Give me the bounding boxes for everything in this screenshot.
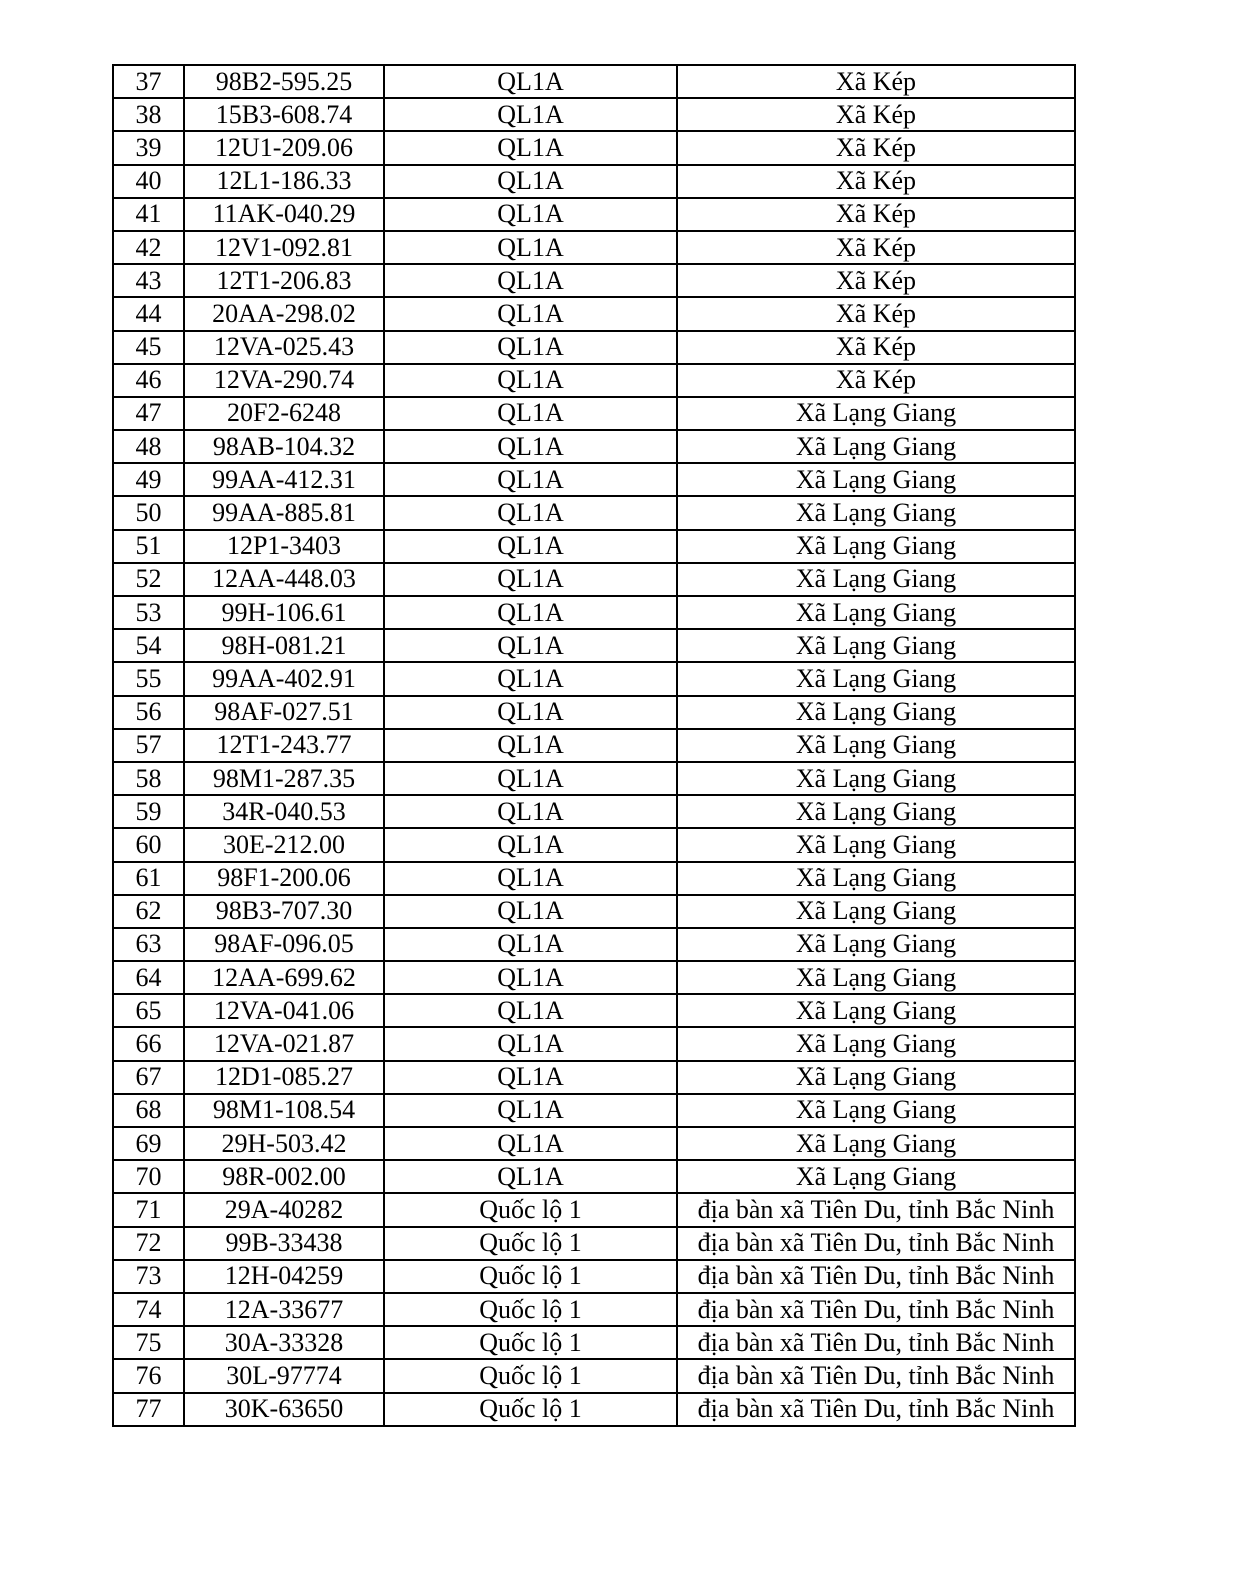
road-cell: QL1A	[384, 98, 677, 131]
row-number-cell: 58	[113, 762, 184, 795]
table-row	[113, 65, 1075, 98]
table-row	[113, 828, 1075, 861]
table-row	[113, 994, 1075, 1027]
license-plate-cell: 20F2-6248	[184, 397, 384, 430]
location-cell: Xã Lạng Giang	[677, 696, 1075, 729]
road-cell: Quốc lộ 1	[384, 1193, 677, 1226]
row-number-cell: 53	[113, 596, 184, 629]
road-cell: QL1A	[384, 994, 677, 1027]
license-plate-cell: 30E-212.00	[184, 828, 384, 861]
road-cell: QL1A	[384, 1127, 677, 1160]
road-cell: QL1A	[384, 1061, 677, 1094]
license-plate-cell: 12L1-186.33	[184, 165, 384, 198]
row-number-cell: 51	[113, 530, 184, 563]
location-cell: Xã Lạng Giang	[677, 928, 1075, 961]
road-cell: QL1A	[384, 430, 677, 463]
row-number-cell: 59	[113, 795, 184, 828]
table-row	[113, 463, 1075, 496]
license-plate-cell: 98AB-104.32	[184, 430, 384, 463]
row-number-cell: 39	[113, 131, 184, 164]
location-cell: Xã Lạng Giang	[677, 563, 1075, 596]
location-cell: địa bàn xã Tiên Du, tỉnh Bắc Ninh	[677, 1293, 1075, 1326]
table-row	[113, 231, 1075, 264]
location-cell: Xã Lạng Giang	[677, 1061, 1075, 1094]
row-number-cell: 45	[113, 331, 184, 364]
license-plate-cell: 29A-40282	[184, 1193, 384, 1226]
table-row	[113, 1293, 1075, 1326]
license-plate-cell: 12AA-699.62	[184, 961, 384, 994]
road-cell: Quốc lộ 1	[384, 1260, 677, 1293]
license-plate-cell: 99AA-402.91	[184, 662, 384, 695]
road-cell: Quốc lộ 1	[384, 1326, 677, 1359]
row-number-cell: 63	[113, 928, 184, 961]
row-number-cell: 43	[113, 264, 184, 297]
license-plate-cell: 98B3-707.30	[184, 895, 384, 928]
road-cell: QL1A	[384, 895, 677, 928]
road-cell: QL1A	[384, 530, 677, 563]
location-cell: địa bàn xã Tiên Du, tỉnh Bắc Ninh	[677, 1227, 1075, 1260]
table-row	[113, 198, 1075, 231]
table-row	[113, 795, 1075, 828]
road-cell: QL1A	[384, 662, 677, 695]
road-cell: QL1A	[384, 198, 677, 231]
location-cell: Xã Kép	[677, 65, 1075, 98]
row-number-cell: 46	[113, 364, 184, 397]
license-plate-cell: 12D1-085.27	[184, 1061, 384, 1094]
road-cell: QL1A	[384, 231, 677, 264]
license-plate-cell: 12T1-206.83	[184, 264, 384, 297]
license-plate-cell: 12H-04259	[184, 1260, 384, 1293]
table-row	[113, 596, 1075, 629]
location-cell: Xã Kép	[677, 364, 1075, 397]
row-number-cell: 61	[113, 862, 184, 895]
road-cell: QL1A	[384, 297, 677, 330]
license-plate-cell: 30L-97774	[184, 1359, 384, 1392]
row-number-cell: 56	[113, 696, 184, 729]
table-row	[113, 563, 1075, 596]
location-cell: địa bàn xã Tiên Du, tỉnh Bắc Ninh	[677, 1326, 1075, 1359]
row-number-cell: 42	[113, 231, 184, 264]
license-plate-cell: 12U1-209.06	[184, 131, 384, 164]
license-plate-cell: 98M1-108.54	[184, 1094, 384, 1127]
row-number-cell: 72	[113, 1227, 184, 1260]
row-number-cell: 62	[113, 895, 184, 928]
location-cell: Xã Lạng Giang	[677, 1027, 1075, 1060]
table-row	[113, 1260, 1075, 1293]
location-cell: Xã Kép	[677, 131, 1075, 164]
table-row	[113, 1359, 1075, 1392]
location-cell: Xã Lạng Giang	[677, 828, 1075, 861]
license-plate-cell: 12VA-290.74	[184, 364, 384, 397]
license-plate-cell: 12VA-021.87	[184, 1027, 384, 1060]
table-row	[113, 961, 1075, 994]
row-number-cell: 47	[113, 397, 184, 430]
row-number-cell: 38	[113, 98, 184, 131]
table-row	[113, 530, 1075, 563]
table-row	[113, 1227, 1075, 1260]
road-cell: QL1A	[384, 862, 677, 895]
row-number-cell: 52	[113, 563, 184, 596]
license-plate-cell: 98R-002.00	[184, 1160, 384, 1193]
license-plate-cell: 12V1-092.81	[184, 231, 384, 264]
table-row	[113, 1027, 1075, 1060]
table-row	[113, 729, 1075, 762]
location-cell: Xã Lạng Giang	[677, 397, 1075, 430]
road-cell: QL1A	[384, 828, 677, 861]
license-plate-cell: 12A-33677	[184, 1293, 384, 1326]
location-cell: Xã Lạng Giang	[677, 862, 1075, 895]
row-number-cell: 49	[113, 463, 184, 496]
location-cell: Xã Lạng Giang	[677, 729, 1075, 762]
row-number-cell: 69	[113, 1127, 184, 1160]
table-row	[113, 331, 1075, 364]
license-plate-cell: 12VA-041.06	[184, 994, 384, 1027]
road-cell: QL1A	[384, 928, 677, 961]
road-cell: QL1A	[384, 131, 677, 164]
row-number-cell: 76	[113, 1359, 184, 1392]
road-cell: QL1A	[384, 1160, 677, 1193]
license-plate-cell: 15B3-608.74	[184, 98, 384, 131]
table-row	[113, 1127, 1075, 1160]
row-number-cell: 75	[113, 1326, 184, 1359]
location-cell: Xã Lạng Giang	[677, 795, 1075, 828]
location-cell: địa bàn xã Tiên Du, tỉnh Bắc Ninh	[677, 1393, 1075, 1426]
road-cell: QL1A	[384, 961, 677, 994]
table-row	[113, 496, 1075, 529]
row-number-cell: 66	[113, 1027, 184, 1060]
location-cell: Xã Kép	[677, 331, 1075, 364]
row-number-cell: 57	[113, 729, 184, 762]
road-cell: Quốc lộ 1	[384, 1293, 677, 1326]
location-cell: Xã Lạng Giang	[677, 961, 1075, 994]
row-number-cell: 41	[113, 198, 184, 231]
license-plate-cell: 12P1-3403	[184, 530, 384, 563]
table-row	[113, 662, 1075, 695]
row-number-cell: 37	[113, 65, 184, 98]
location-cell: Xã Lạng Giang	[677, 463, 1075, 496]
table-row	[113, 629, 1075, 662]
license-plate-cell: 34R-040.53	[184, 795, 384, 828]
table-row	[113, 1094, 1075, 1127]
table-row	[113, 1326, 1075, 1359]
location-cell: Xã Lạng Giang	[677, 762, 1075, 795]
location-cell: Xã Lạng Giang	[677, 430, 1075, 463]
table-row	[113, 264, 1075, 297]
road-cell: QL1A	[384, 563, 677, 596]
row-number-cell: 68	[113, 1094, 184, 1127]
location-cell: Xã Kép	[677, 231, 1075, 264]
table-row	[113, 364, 1075, 397]
license-plate-cell: 99H-106.61	[184, 596, 384, 629]
table-row	[113, 762, 1075, 795]
license-plate-cell: 98AF-027.51	[184, 696, 384, 729]
table-row	[113, 131, 1075, 164]
row-number-cell: 44	[113, 297, 184, 330]
row-number-cell: 77	[113, 1393, 184, 1426]
location-cell: Xã Kép	[677, 264, 1075, 297]
row-number-cell: 40	[113, 165, 184, 198]
table-body	[113, 65, 1075, 1426]
license-plate-cell: 98M1-287.35	[184, 762, 384, 795]
location-cell: Xã Lạng Giang	[677, 994, 1075, 1027]
location-cell: Xã Lạng Giang	[677, 662, 1075, 695]
road-cell: QL1A	[384, 696, 677, 729]
table-row	[113, 397, 1075, 430]
license-plate-cell: 20AA-298.02	[184, 297, 384, 330]
location-cell: Xã Lạng Giang	[677, 496, 1075, 529]
road-cell: Quốc lộ 1	[384, 1359, 677, 1392]
violation-table	[112, 64, 1076, 1427]
road-cell: Quốc lộ 1	[384, 1227, 677, 1260]
location-cell: địa bàn xã Tiên Du, tỉnh Bắc Ninh	[677, 1359, 1075, 1392]
license-plate-cell: 98H-081.21	[184, 629, 384, 662]
license-plate-cell: 99B-33438	[184, 1227, 384, 1260]
table-row	[113, 1193, 1075, 1226]
location-cell: Xã Kép	[677, 297, 1075, 330]
license-plate-cell: 30K-63650	[184, 1393, 384, 1426]
road-cell: QL1A	[384, 729, 677, 762]
table-row	[113, 862, 1075, 895]
license-plate-cell: 12T1-243.77	[184, 729, 384, 762]
row-number-cell: 67	[113, 1061, 184, 1094]
license-plate-cell: 98F1-200.06	[184, 862, 384, 895]
row-number-cell: 48	[113, 430, 184, 463]
location-cell: Xã Lạng Giang	[677, 596, 1075, 629]
table-row	[113, 297, 1075, 330]
road-cell: QL1A	[384, 264, 677, 297]
table-row	[113, 430, 1075, 463]
license-plate-cell: 12AA-448.03	[184, 563, 384, 596]
table-row	[113, 1061, 1075, 1094]
table-row	[113, 928, 1075, 961]
row-number-cell: 54	[113, 629, 184, 662]
row-number-cell: 60	[113, 828, 184, 861]
road-cell: QL1A	[384, 762, 677, 795]
road-cell: QL1A	[384, 463, 677, 496]
road-cell: QL1A	[384, 1027, 677, 1060]
table-row	[113, 165, 1075, 198]
location-cell: Xã Kép	[677, 98, 1075, 131]
road-cell: QL1A	[384, 496, 677, 529]
license-plate-cell: 11AK-040.29	[184, 198, 384, 231]
location-cell: Xã Kép	[677, 165, 1075, 198]
row-number-cell: 74	[113, 1293, 184, 1326]
road-cell: QL1A	[384, 65, 677, 98]
table-row	[113, 1160, 1075, 1193]
license-plate-cell: 99AA-412.31	[184, 463, 384, 496]
license-plate-cell: 12VA-025.43	[184, 331, 384, 364]
table-row	[113, 98, 1075, 131]
location-cell: Xã Lạng Giang	[677, 1127, 1075, 1160]
location-cell: Xã Lạng Giang	[677, 1094, 1075, 1127]
road-cell: QL1A	[384, 397, 677, 430]
table-row	[113, 696, 1075, 729]
location-cell: địa bàn xã Tiên Du, tỉnh Bắc Ninh	[677, 1193, 1075, 1226]
location-cell: Xã Lạng Giang	[677, 895, 1075, 928]
row-number-cell: 55	[113, 662, 184, 695]
road-cell: Quốc lộ 1	[384, 1393, 677, 1426]
location-cell: địa bàn xã Tiên Du, tỉnh Bắc Ninh	[677, 1260, 1075, 1293]
row-number-cell: 70	[113, 1160, 184, 1193]
road-cell: QL1A	[384, 331, 677, 364]
road-cell: QL1A	[384, 795, 677, 828]
license-plate-cell: 30A-33328	[184, 1326, 384, 1359]
license-plate-cell: 29H-503.42	[184, 1127, 384, 1160]
location-cell: Xã Lạng Giang	[677, 629, 1075, 662]
location-cell: Xã Kép	[677, 198, 1075, 231]
license-plate-cell: 98B2-595.25	[184, 65, 384, 98]
table-row	[113, 1393, 1075, 1426]
location-cell: Xã Lạng Giang	[677, 530, 1075, 563]
row-number-cell: 64	[113, 961, 184, 994]
road-cell: QL1A	[384, 596, 677, 629]
license-plate-cell: 99AA-885.81	[184, 496, 384, 529]
row-number-cell: 50	[113, 496, 184, 529]
row-number-cell: 71	[113, 1193, 184, 1226]
location-cell: Xã Lạng Giang	[677, 1160, 1075, 1193]
road-cell: QL1A	[384, 1094, 677, 1127]
license-plate-cell: 98AF-096.05	[184, 928, 384, 961]
road-cell: QL1A	[384, 364, 677, 397]
row-number-cell: 65	[113, 994, 184, 1027]
road-cell: QL1A	[384, 629, 677, 662]
road-cell: QL1A	[384, 165, 677, 198]
row-number-cell: 73	[113, 1260, 184, 1293]
table-row	[113, 895, 1075, 928]
